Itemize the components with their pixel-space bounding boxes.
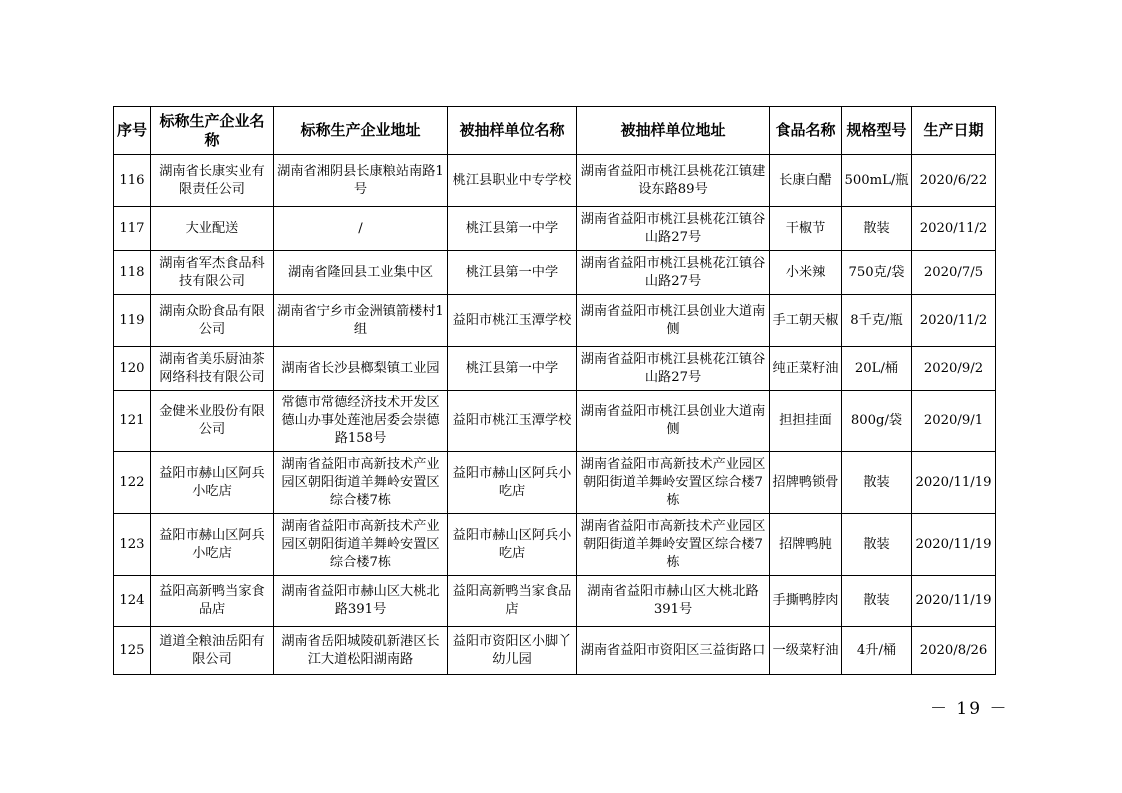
producer-address: 湖南省宁乡市金洲镇箭楼村1组	[274, 295, 448, 347]
header-production-date: 生产日期	[912, 107, 996, 155]
spec: 800g/袋	[842, 391, 912, 452]
production-date: 2020/11/2	[912, 207, 996, 251]
production-date: 2020/9/1	[912, 391, 996, 452]
row-number: 125	[114, 627, 151, 675]
producer-name: 湖南省长康实业有限责任公司	[151, 155, 274, 207]
production-date: 2020/6/22	[912, 155, 996, 207]
sampled-address: 湖南省益阳市高新技术产业园区朝阳街道羊舞岭安置区综合楼7栋	[577, 514, 770, 576]
sampled-unit: 益阳高新鸭当家食品店	[448, 576, 577, 627]
producer-address: 湖南省益阳市赫山区大桃北路391号	[274, 576, 448, 627]
header-no: 序号	[114, 107, 151, 155]
producer-address: 湖南省益阳市高新技术产业园区朝阳街道羊舞岭安置区综合楼7栋	[274, 514, 448, 576]
row-number: 122	[114, 452, 151, 514]
spec: 20L/桶	[842, 347, 912, 391]
row-number: 120	[114, 347, 151, 391]
producer-address: 常德市常德经济技术开发区德山办事处莲池居委会崇德路158号	[274, 391, 448, 452]
header-producer-address: 标称生产企业地址	[274, 107, 448, 155]
producer-address: /	[274, 207, 448, 251]
sampled-address: 湖南省益阳市桃江县桃花江镇建设东路89号	[577, 155, 770, 207]
sampled-unit: 桃江县第一中学	[448, 347, 577, 391]
producer-name: 金健米业股份有限公司	[151, 391, 274, 452]
sampled-unit: 益阳市桃江玉潭学校	[448, 295, 577, 347]
sampled-address: 湖南省益阳市桃江县创业大道南侧	[577, 295, 770, 347]
sampled-unit: 益阳市赫山区阿兵小吃店	[448, 452, 577, 514]
production-date: 2020/7/5	[912, 251, 996, 295]
sampled-address: 湖南省益阳市桃江县桃花江镇谷山路27号	[577, 207, 770, 251]
table-row	[114, 627, 996, 675]
food-name: 一级菜籽油	[770, 627, 842, 675]
production-date: 2020/11/19	[912, 452, 996, 514]
producer-name: 湖南省军杰食品科技有限公司	[151, 251, 274, 295]
production-date: 2020/8/26	[912, 627, 996, 675]
table-body	[114, 155, 996, 675]
production-date: 2020/9/2	[912, 347, 996, 391]
spec: 500mL/瓶	[842, 155, 912, 207]
producer-address: 湖南省湘阴县长康粮站南路1号	[274, 155, 448, 207]
producer-name: 道道全粮油岳阳有限公司	[151, 627, 274, 675]
header-sampled-address: 被抽样单位地址	[577, 107, 770, 155]
header-spec: 规格型号	[842, 107, 912, 155]
header-food-name: 食品名称	[770, 107, 842, 155]
header-producer: 标称生产企业名称	[151, 107, 274, 155]
food-name: 手工朝天椒	[770, 295, 842, 347]
header-row	[114, 107, 996, 155]
sampled-unit: 桃江县职业中专学校	[448, 155, 577, 207]
food-name: 干椒节	[770, 207, 842, 251]
table-row	[114, 391, 996, 452]
food-name: 担担挂面	[770, 391, 842, 452]
spec: 散装	[842, 514, 912, 576]
row-number: 121	[114, 391, 151, 452]
sampled-unit: 益阳市资阳区小脚丫幼儿园	[448, 627, 577, 675]
sampled-address: 湖南省益阳市资阳区三益街路口	[577, 627, 770, 675]
spec: 750克/袋	[842, 251, 912, 295]
food-name: 手撕鸭脖肉	[770, 576, 842, 627]
table-row	[114, 576, 996, 627]
table-row	[114, 514, 996, 576]
spec: 散装	[842, 452, 912, 514]
producer-name: 湖南省美乐厨油茶网络科技有限公司	[151, 347, 274, 391]
sampling-results-table	[113, 106, 996, 675]
table-row	[114, 207, 996, 251]
table-row	[114, 295, 996, 347]
sampled-address: 湖南省益阳市赫山区大桃北路391号	[577, 576, 770, 627]
producer-address: 湖南省长沙县榔梨镇工业园	[274, 347, 448, 391]
food-name: 长康白醋	[770, 155, 842, 207]
sampled-address: 湖南省益阳市桃江县桃花江镇谷山路27号	[577, 347, 770, 391]
page-number: － 19 －	[930, 699, 1009, 719]
producer-address: 湖南省益阳市高新技术产业园区朝阳街道羊舞岭安置区综合楼7栋	[274, 452, 448, 514]
food-name: 招牌鸭肫	[770, 514, 842, 576]
producer-name: 益阳市赫山区阿兵小吃店	[151, 452, 274, 514]
producer-name: 益阳市赫山区阿兵小吃店	[151, 514, 274, 576]
production-date: 2020/11/19	[912, 576, 996, 627]
sampled-unit: 益阳市赫山区阿兵小吃店	[448, 514, 577, 576]
sampled-unit: 桃江县第一中学	[448, 251, 577, 295]
food-name: 纯正菜籽油	[770, 347, 842, 391]
sampled-unit: 桃江县第一中学	[448, 207, 577, 251]
spec: 散装	[842, 576, 912, 627]
food-name: 小米辣	[770, 251, 842, 295]
production-date: 2020/11/19	[912, 514, 996, 576]
spec: 散装	[842, 207, 912, 251]
row-number: 116	[114, 155, 151, 207]
food-name: 招牌鸭锁骨	[770, 452, 842, 514]
spec: 8千克/瓶	[842, 295, 912, 347]
header-sampled-unit: 被抽样单位名称	[448, 107, 577, 155]
table-row	[114, 347, 996, 391]
row-number: 117	[114, 207, 151, 251]
sampled-address: 湖南省益阳市高新技术产业园区朝阳街道羊舞岭安置区综合楼7栋	[577, 452, 770, 514]
sampled-address: 湖南省益阳市桃江县桃花江镇谷山路27号	[577, 251, 770, 295]
row-number: 124	[114, 576, 151, 627]
sampled-unit: 益阳市桃江玉潭学校	[448, 391, 577, 452]
producer-name: 大业配送	[151, 207, 274, 251]
row-number: 119	[114, 295, 151, 347]
row-number: 123	[114, 514, 151, 576]
producer-name: 湖南众盼食品有限公司	[151, 295, 274, 347]
sampled-address: 湖南省益阳市桃江县创业大道南侧	[577, 391, 770, 452]
producer-name: 益阳高新鸭当家食品店	[151, 576, 274, 627]
table-row	[114, 155, 996, 207]
row-number: 118	[114, 251, 151, 295]
producer-address: 湖南省隆回县工业集中区	[274, 251, 448, 295]
table-row	[114, 452, 996, 514]
spec: 4升/桶	[842, 627, 912, 675]
table-row	[114, 251, 996, 295]
production-date: 2020/11/2	[912, 295, 996, 347]
producer-address: 湖南省岳阳城陵矶新港区长江大道松阳湖南路	[274, 627, 448, 675]
